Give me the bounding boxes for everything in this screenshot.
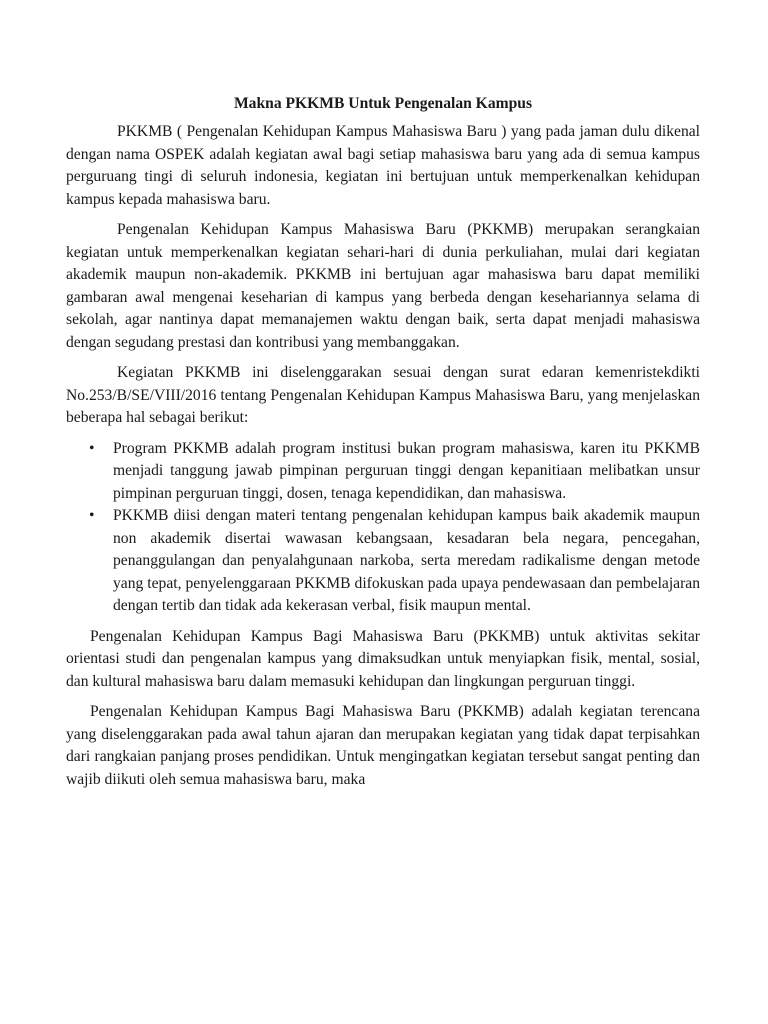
bullet-item-materi [66,505,700,618]
document-page [66,93,700,799]
document-title: Makna PKKMB Untuk Pengenalan Kampus [233,95,533,112]
bullet-text: PKKMB diisi dengan materi tentang pengenalan kehidupan kampus baik akademik maupun non akademik disertai wawasan kebangsaan, kesadaran bela negara, pencegahan, penanggulangan dan penyalahgunaan narkoba, serta meredam radikalisme dengan metode yang tepat, penyelenggaraan PKKMB difokuskan pada upaya pendewasaan dan pembelajaran dengan tertib dan tidak ada kekerasan verbal, fisik maupun mental. [113,507,700,614]
bullet-list [66,438,700,618]
bullet-dot: • [89,439,95,457]
bullet-dot: • [89,507,95,524]
paragraph-orientation: Pengenalan Kehidupan Kampus Bagi Mahasiswa Baru (PKKMB) untuk aktivitas sekitar orientasi studi dan pengenalan kampus yang dimaksudkan untuk menyiapkan fisik, mental, sosial, dan kultural mahasiswa baru dalam memasuki kehidupan dan lingkungan perguruan tinggi. [66,627,700,690]
bullet-text: Program PKKMB adalah program institusi bukan program mahasiswa, karen itu PKKMB menjadi tanggung jawab pimpinan perguruan tinggi dengan kepanitiaan melibatkan unsur pimpinan perguruan tinggi, dosen, tenaga kependidikan, dan mahasiswa. [113,439,700,502]
paragraph-planned-activity: Pengenalan Kehidupan Kampus Bagi Mahasiswa Baru (PKKMB) adalah kegiatan terencana yang diselenggarakan pada awal tahun ajaran dan merupakan kegiatan yang tidak dapat terpisahkan dari rangkaian panjang proses pendidikan. Untuk mengingatkan kegiatan tersebut sangat penting dan wajib diikuti oleh semua mahasiswa baru, maka [66,703,700,788]
paragraph-definition: Pengenalan Kehidupan Kampus Mahasiswa Baru (PKKMB) merupakan serangkaian kegiatan untuk memperkenalkan kegiatan sehari-hari di dunia perkuliahan, mulai dari kegiatan akademik maupun non-akademik. PKKMB ini bertujuan agar mahasiswa baru dapat memiliki gambaran awal mengenai keseharian di kampus yang berbeda dengan kesehariannya selama di sekolah, agar nantinya dapat memanajemen waktu dengan baik, serta dapat menjadi mahasiswa dengan segudang prestasi dan kontribusi yang membanggakan. [66,221,700,351]
bullet-item-program [66,438,700,506]
paragraph-regulation: Kegiatan PKKMB ini diselenggarakan sesuai dengan surat edaran kemenristekdikti No.253/B/SE/VIII/2016 tentang Pengenalan Kehidupan Kampus Mahasiswa Baru, yang menjelaskan beberapa hal sebagai berikut: [66,364,700,426]
paragraph-intro: PKKMB ( Pengenalan Kehidupan Kampus Mahasiswa Baru ) yang pada jaman dulu dikenal dengan nama OSPEK adalah kegiatan awal bagi setiap mahasiswa baru yang ada di semua kampus perguruang tingi di seluruh indonesia, kegiatan ini bertujuan untuk memperkenalkan kehidupan kampus kepada mahasiswa baru. [66,123,700,208]
